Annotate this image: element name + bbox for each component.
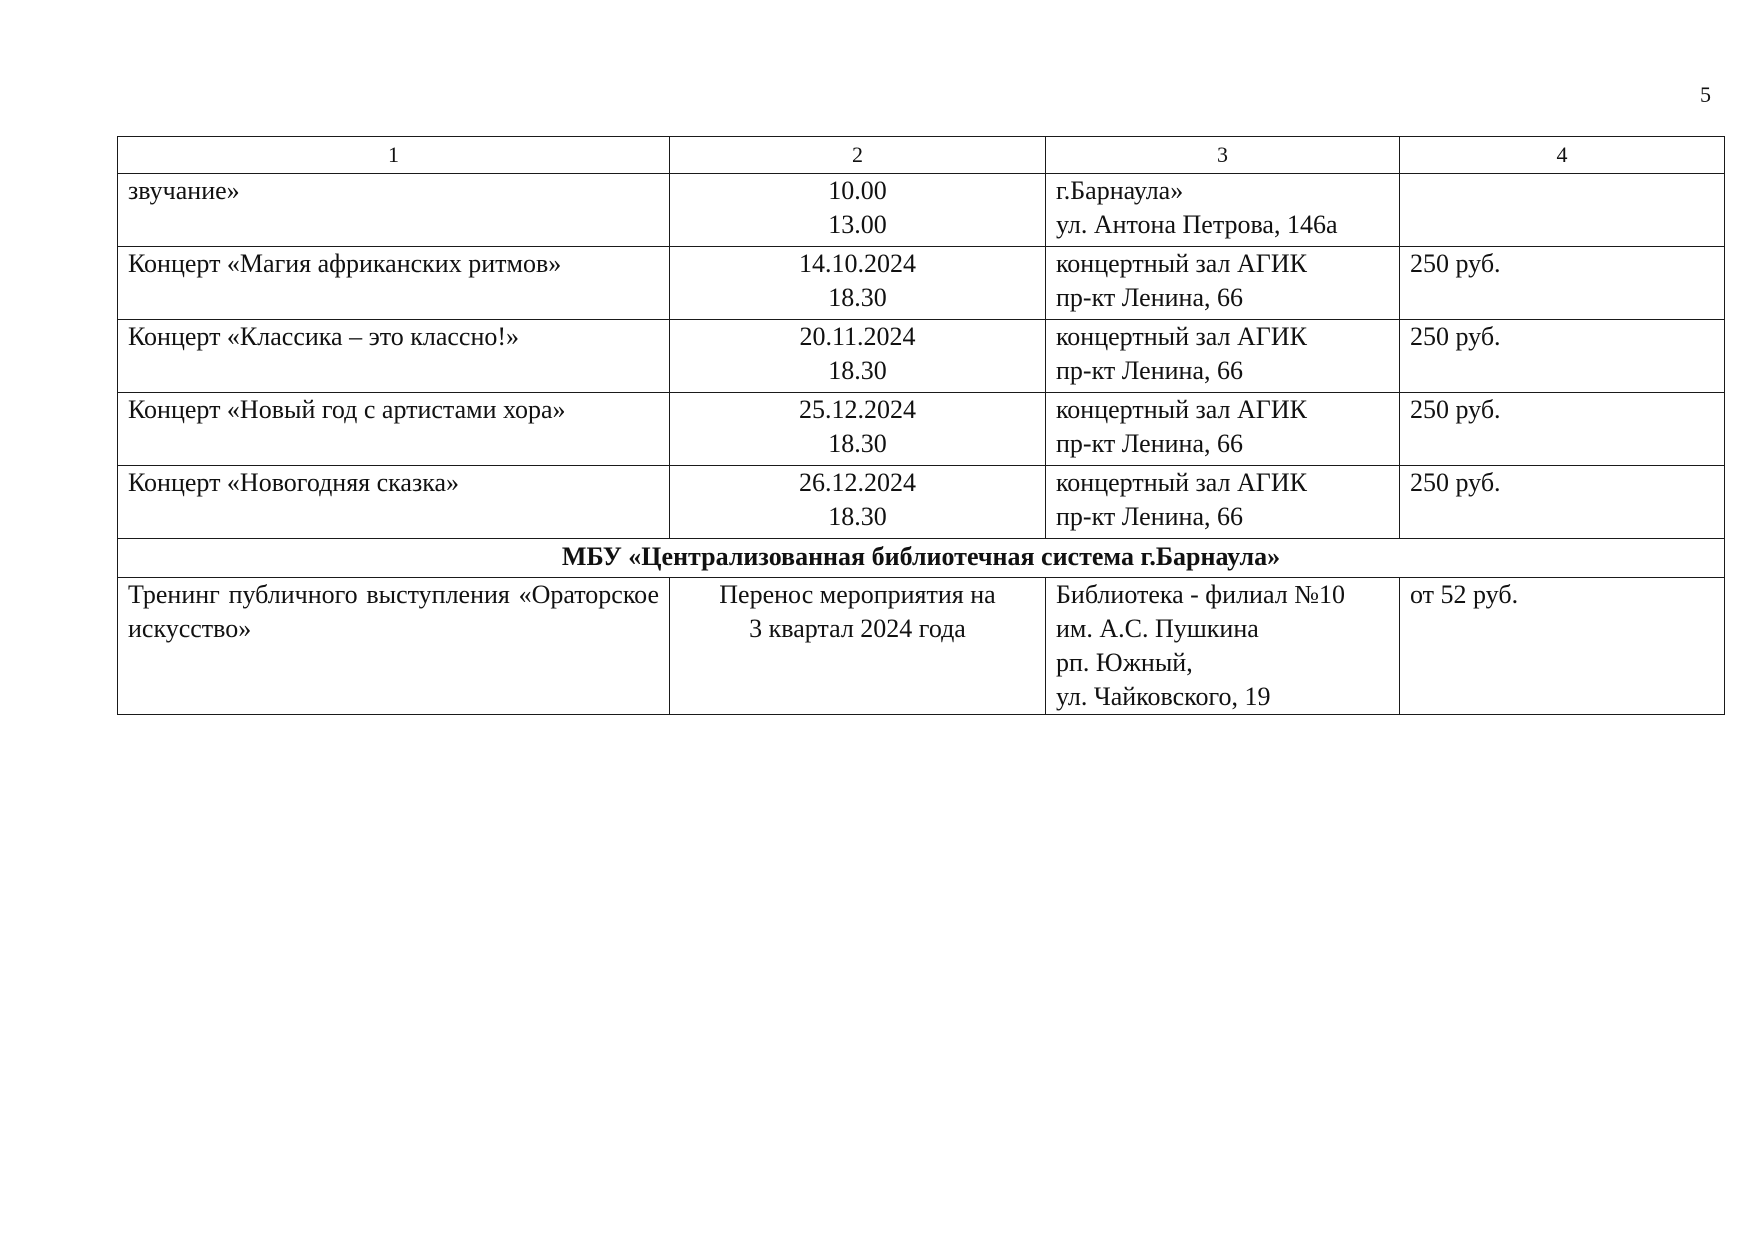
- datetime-line: 25.12.2024: [799, 395, 916, 424]
- event-name: Концерт «Магия африканских ритмов»: [118, 247, 670, 320]
- datetime-line: 3 квартал 2024 года: [749, 614, 966, 643]
- event-price: [1400, 174, 1725, 247]
- place-line: пр-кт Ленина, 66: [1056, 283, 1244, 312]
- table-row: [118, 393, 1725, 466]
- place-line: г.Барнаула»: [1056, 176, 1184, 205]
- event-name: звучание»: [118, 174, 670, 247]
- datetime-line: 10.00: [828, 176, 887, 205]
- event-place: [1046, 393, 1400, 466]
- datetime-line: 26.12.2024: [799, 468, 916, 497]
- place-line: рп. Южный,: [1056, 648, 1193, 677]
- event-price: 250 руб.: [1400, 247, 1725, 320]
- page-number: 5: [1700, 82, 1711, 107]
- place-line: концертный зал АГИК: [1056, 395, 1307, 424]
- event-datetime: [670, 393, 1046, 466]
- section-header-row: [118, 539, 1725, 578]
- place-line: ул. Антона Петрова, 146а: [1056, 210, 1338, 239]
- event-datetime: [670, 174, 1046, 247]
- event-datetime: [670, 578, 1046, 715]
- place-line: концертный зал АГИК: [1056, 322, 1307, 351]
- datetime-line: 18.30: [828, 283, 887, 312]
- place-line: концертный зал АГИК: [1056, 468, 1307, 497]
- datetime-line: 18.30: [828, 356, 887, 385]
- column-number-2: 2: [670, 137, 1046, 174]
- event-price: 250 руб.: [1400, 466, 1725, 539]
- event-name: Концерт «Новогодняя сказка»: [118, 466, 670, 539]
- event-name: Концерт «Новый год с артистами хора»: [118, 393, 670, 466]
- table-row: [118, 578, 1725, 715]
- datetime-line: 20.11.2024: [799, 322, 916, 351]
- column-number-1: 1: [118, 137, 670, 174]
- event-place: [1046, 466, 1400, 539]
- event-place: [1046, 578, 1400, 715]
- table-row: [118, 174, 1725, 247]
- datetime-line: 18.30: [828, 502, 887, 531]
- place-line: Библиотека - филиал №10: [1056, 580, 1346, 609]
- event-price: 250 руб.: [1400, 393, 1725, 466]
- table-row: [118, 247, 1725, 320]
- place-line: пр-кт Ленина, 66: [1056, 429, 1244, 458]
- column-number-4: 4: [1400, 137, 1725, 174]
- event-name: Тренинг публичного выступления «Ораторское искусство»: [118, 578, 670, 715]
- event-place: [1046, 174, 1400, 247]
- table-header-row: [118, 137, 1725, 174]
- place-line: им. А.С. Пушкина: [1056, 614, 1259, 643]
- event-name: Концерт «Классика – это классно!»: [118, 320, 670, 393]
- table-row: [118, 466, 1725, 539]
- events-table: [117, 136, 1725, 715]
- place-line: ул. Чайковского, 19: [1056, 682, 1271, 711]
- event-datetime: [670, 320, 1046, 393]
- datetime-line: 14.10.2024: [799, 249, 916, 278]
- place-line: концертный зал АГИК: [1056, 249, 1307, 278]
- event-datetime: [670, 466, 1046, 539]
- column-number-3: 3: [1046, 137, 1400, 174]
- place-line: пр-кт Ленина, 66: [1056, 502, 1244, 531]
- event-datetime: [670, 247, 1046, 320]
- datetime-line: Перенос мероприятия на: [719, 580, 996, 609]
- event-place: [1046, 320, 1400, 393]
- place-line: пр-кт Ленина, 66: [1056, 356, 1244, 385]
- event-place: [1046, 247, 1400, 320]
- table-row: [118, 320, 1725, 393]
- event-price: от 52 руб.: [1400, 578, 1725, 715]
- datetime-line: 13.00: [828, 210, 887, 239]
- datetime-line: 18.30: [828, 429, 887, 458]
- event-price: 250 руб.: [1400, 320, 1725, 393]
- section-title: МБУ «Централизованная библиотечная система г.Барнаула»: [118, 539, 1725, 578]
